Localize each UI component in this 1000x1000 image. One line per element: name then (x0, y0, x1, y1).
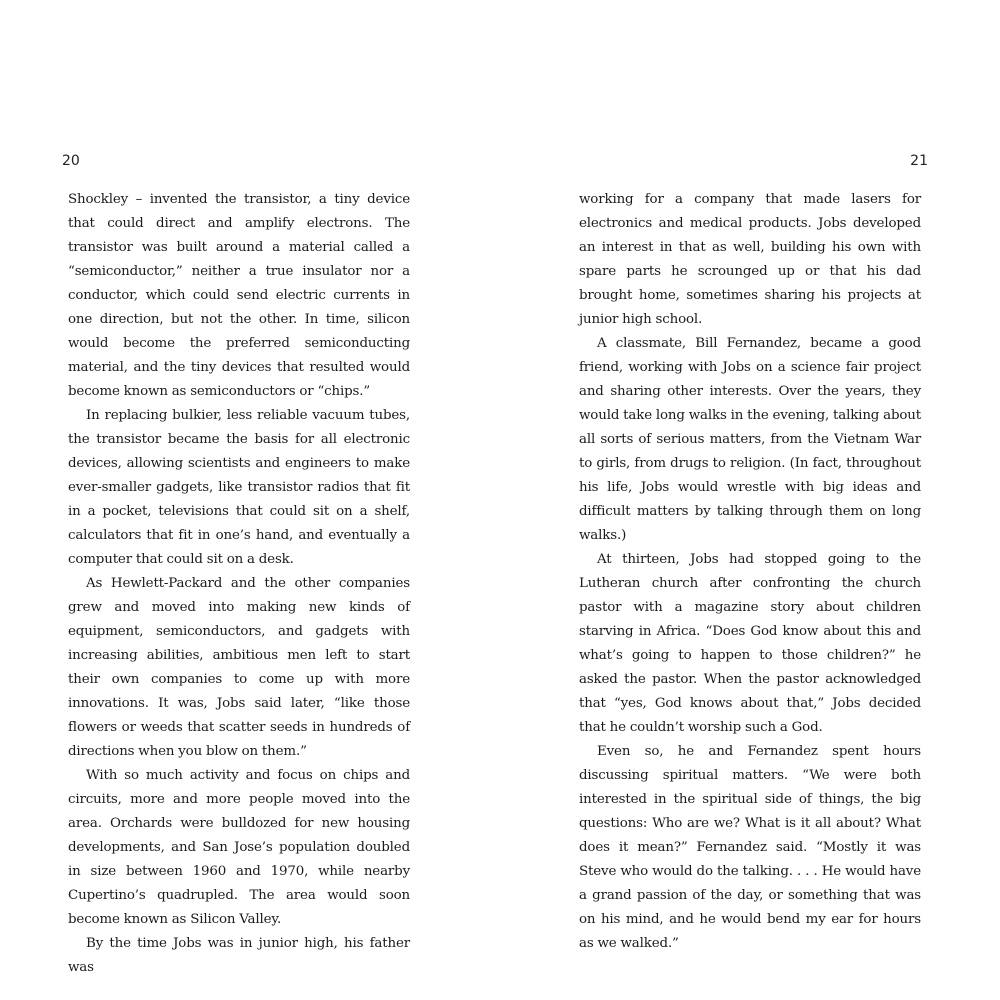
left-page-text (68, 188, 410, 980)
paragraph: As Hewlett-Packard and the other companies grew and moved into making new kinds of equipment, semiconductors, and gadgets with increasing abilities, ambitious men left to start their own companies to come up with more innovations. It was, Jobs said later, “like those flowers or weeds that scatter seeds in hundreds of directions when you blow on them.” (68, 576, 410, 759)
page-number-left: 20 (62, 153, 80, 169)
paragraph: At thirteen, Jobs had stopped going to the Lutheran church after confronting the church pastor with a magazine story about children starving in Africa. “Does God know about this and what’s going to happen to those children?” he asked the pastor. When the pastor acknowledged that “yes, God knows about that,” Jobs decided that he couldn’t worship such a God. (579, 552, 921, 735)
paragraph: Shockley – invented the transistor, a tiny device that could direct and amplify electrons. The transistor was built around a material called a “semiconductor,” neither a true insulator nor a conductor, which could send electric currents in one direction, but not the other. In time, silicon would become the preferred semiconducting material, and the tiny devices that resulted would become known as semiconductors or “chips.” (68, 192, 410, 399)
paragraph: working for a company that made lasers for electronics and medical products. Jobs developed an interest in that as well, building his own with spare parts he scrounged up or that his dad brought home, sometimes sharing his projects at junior high school. (579, 192, 921, 327)
paragraph: By the time Jobs was in junior high, his father was (68, 936, 410, 975)
right-page-text (579, 188, 921, 956)
page-number-right: 21 (910, 153, 928, 169)
paragraph: A classmate, Bill Fernandez, became a good friend, working with Jobs on a science fair project and sharing other interests. Over the years, they would take long walks in the evening, talking about all sorts of serious matters, from the Vietnam War to girls, from drugs to religion. (In fact, throughout his life, Jobs would wrestle with big ideas and difficult matters by talking through them on long walks.) (579, 336, 921, 543)
paragraph: Even so, he and Fernandez spent hours discussing spiritual matters. “We were both interested in the spiritual side of things, the big questions: Who are we? What is it all about? What does it mean?” Fernandez said. “Mostly it was Steve who would do the talking. . . . He would have a grand passion of the day, or something that was on his mind, and he would bend my ear for hours as we walked.” (579, 744, 921, 951)
paragraph: In replacing bulkier, less reliable vacuum tubes, the transistor became the basis for all electronic devices, allowing scientists and engineers to make ever-smaller gadgets, like transistor radios that fit in a pocket, televisions that could sit on a shelf, calculators that fit in one’s hand, and eventually a computer that could sit on a desk. (68, 408, 410, 567)
paragraph: With so much activity and focus on chips and circuits, more and more people moved into the area. Orchards were bulldozed for new housing developments, and San Jose’s population doubled in size between 1960 and 1970, while nearby Cupertino’s quadrupled. The area would soon become known as Silicon Valley. (68, 768, 410, 927)
right-page (500, 0, 1000, 1000)
